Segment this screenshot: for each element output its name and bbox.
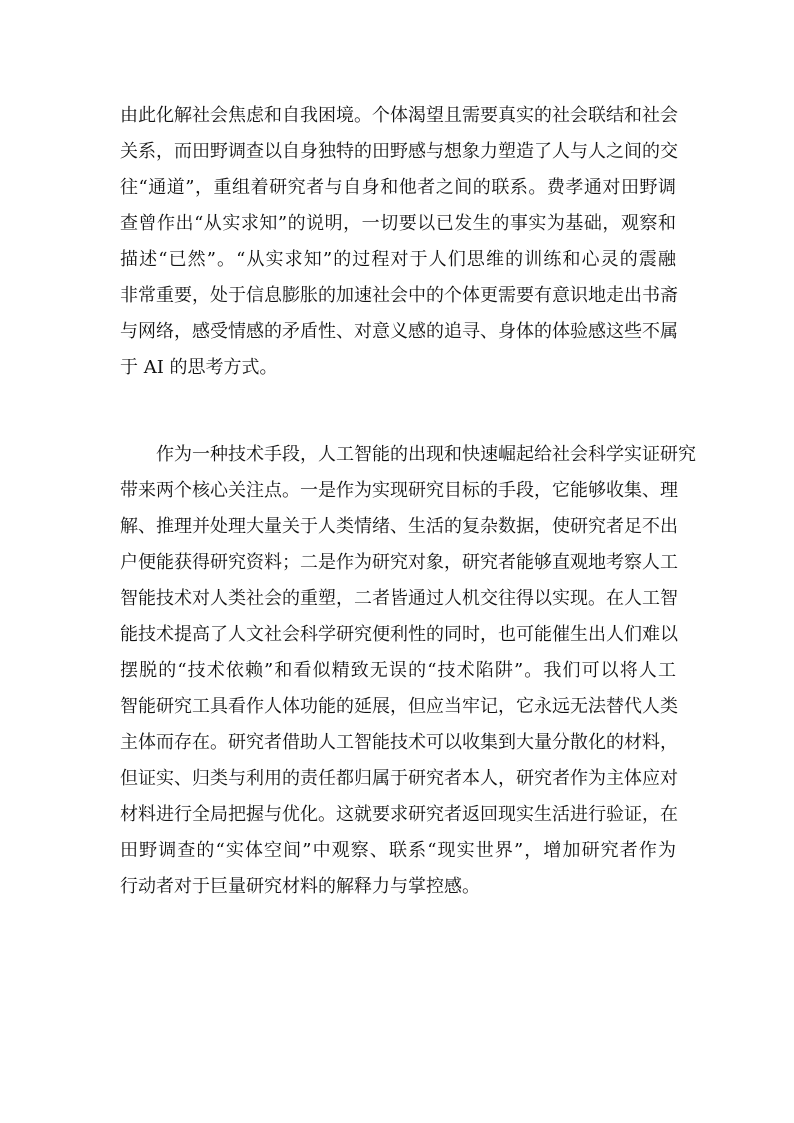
text-line: 往“通道”，重组着研究者与自身和他者之间的联系。费孝通对田野调 xyxy=(120,177,676,198)
text-line: 于 AI 的思考方式。 xyxy=(120,357,278,378)
text-line: 解、推理并处理大量关于人类情绪、生活的复杂数据，使研究者足不出 xyxy=(120,516,678,537)
paragraph-2 xyxy=(120,437,696,905)
text-line: 由此化解社会焦虑和自我困境。个体渴望且需要真实的社会联结和社会 xyxy=(120,105,678,126)
text-line: 主体而存在。研究者借助人工智能技术可以收集到大量分散化的材料， xyxy=(120,732,678,753)
text-line: 智能研究工具看作人体功能的延展，但应当牢记，它永远无法替代人类 xyxy=(120,696,678,717)
text-line: 作为一种技术手段，人工智能的出现和快速崛起给社会科学实证研究 xyxy=(156,444,696,465)
text-line: 带来两个核心关注点。一是作为实现研究目标的手段，它能够收集、理 xyxy=(120,480,678,501)
text-line: 但证实、归类与利用的责任都归属于研究者本人，研究者作为主体应对 xyxy=(120,768,678,789)
text-line: 非常重要，处于信息膨胀的加速社会中的个体更需要有意识地走出书斋 xyxy=(120,285,678,306)
text-line: 材料进行全局把握与优化。这就要求研究者返回现实生活进行验证，在 xyxy=(120,804,678,825)
text-line: 与网络，感受情感的矛盾性、对意义感的追寻、身体的体验感这些不属 xyxy=(120,321,678,342)
text-line: 描述“已然”。“从实求知”的过程对于人们思维的训练和心灵的震融 xyxy=(120,249,676,270)
text-line: 行动者对于巨量研究材料的解释力与掌控感。 xyxy=(120,876,480,897)
text-line: 能技术提高了人文社会科学研究便利性的同时，也可能催生出人们难以 xyxy=(120,624,678,645)
text-line: 摆脱的“技术依赖”和看似精致无误的“技术陷阱”。我们可以将人工 xyxy=(120,660,676,681)
text-line: 智能技术对人类社会的重塑，二者皆通过人机交往得以实现。在人工智 xyxy=(120,588,678,609)
text-line: 户便能获得研究资料；二是作为研究对象，研究者能够直观地考察人工 xyxy=(120,552,678,573)
text-line: 查曾作出“从实求知”的说明，一切要以已发生的事实为基础，观察和 xyxy=(120,213,676,234)
text-line: 关系，而田野调查以自身独特的田野感与想象力塑造了人与人之间的交 xyxy=(120,141,678,162)
text-line: 田野调查的“实体空间”中观察、联系“现实世界”，增加研究者作为 xyxy=(120,840,676,861)
paragraph-1 xyxy=(120,98,676,386)
